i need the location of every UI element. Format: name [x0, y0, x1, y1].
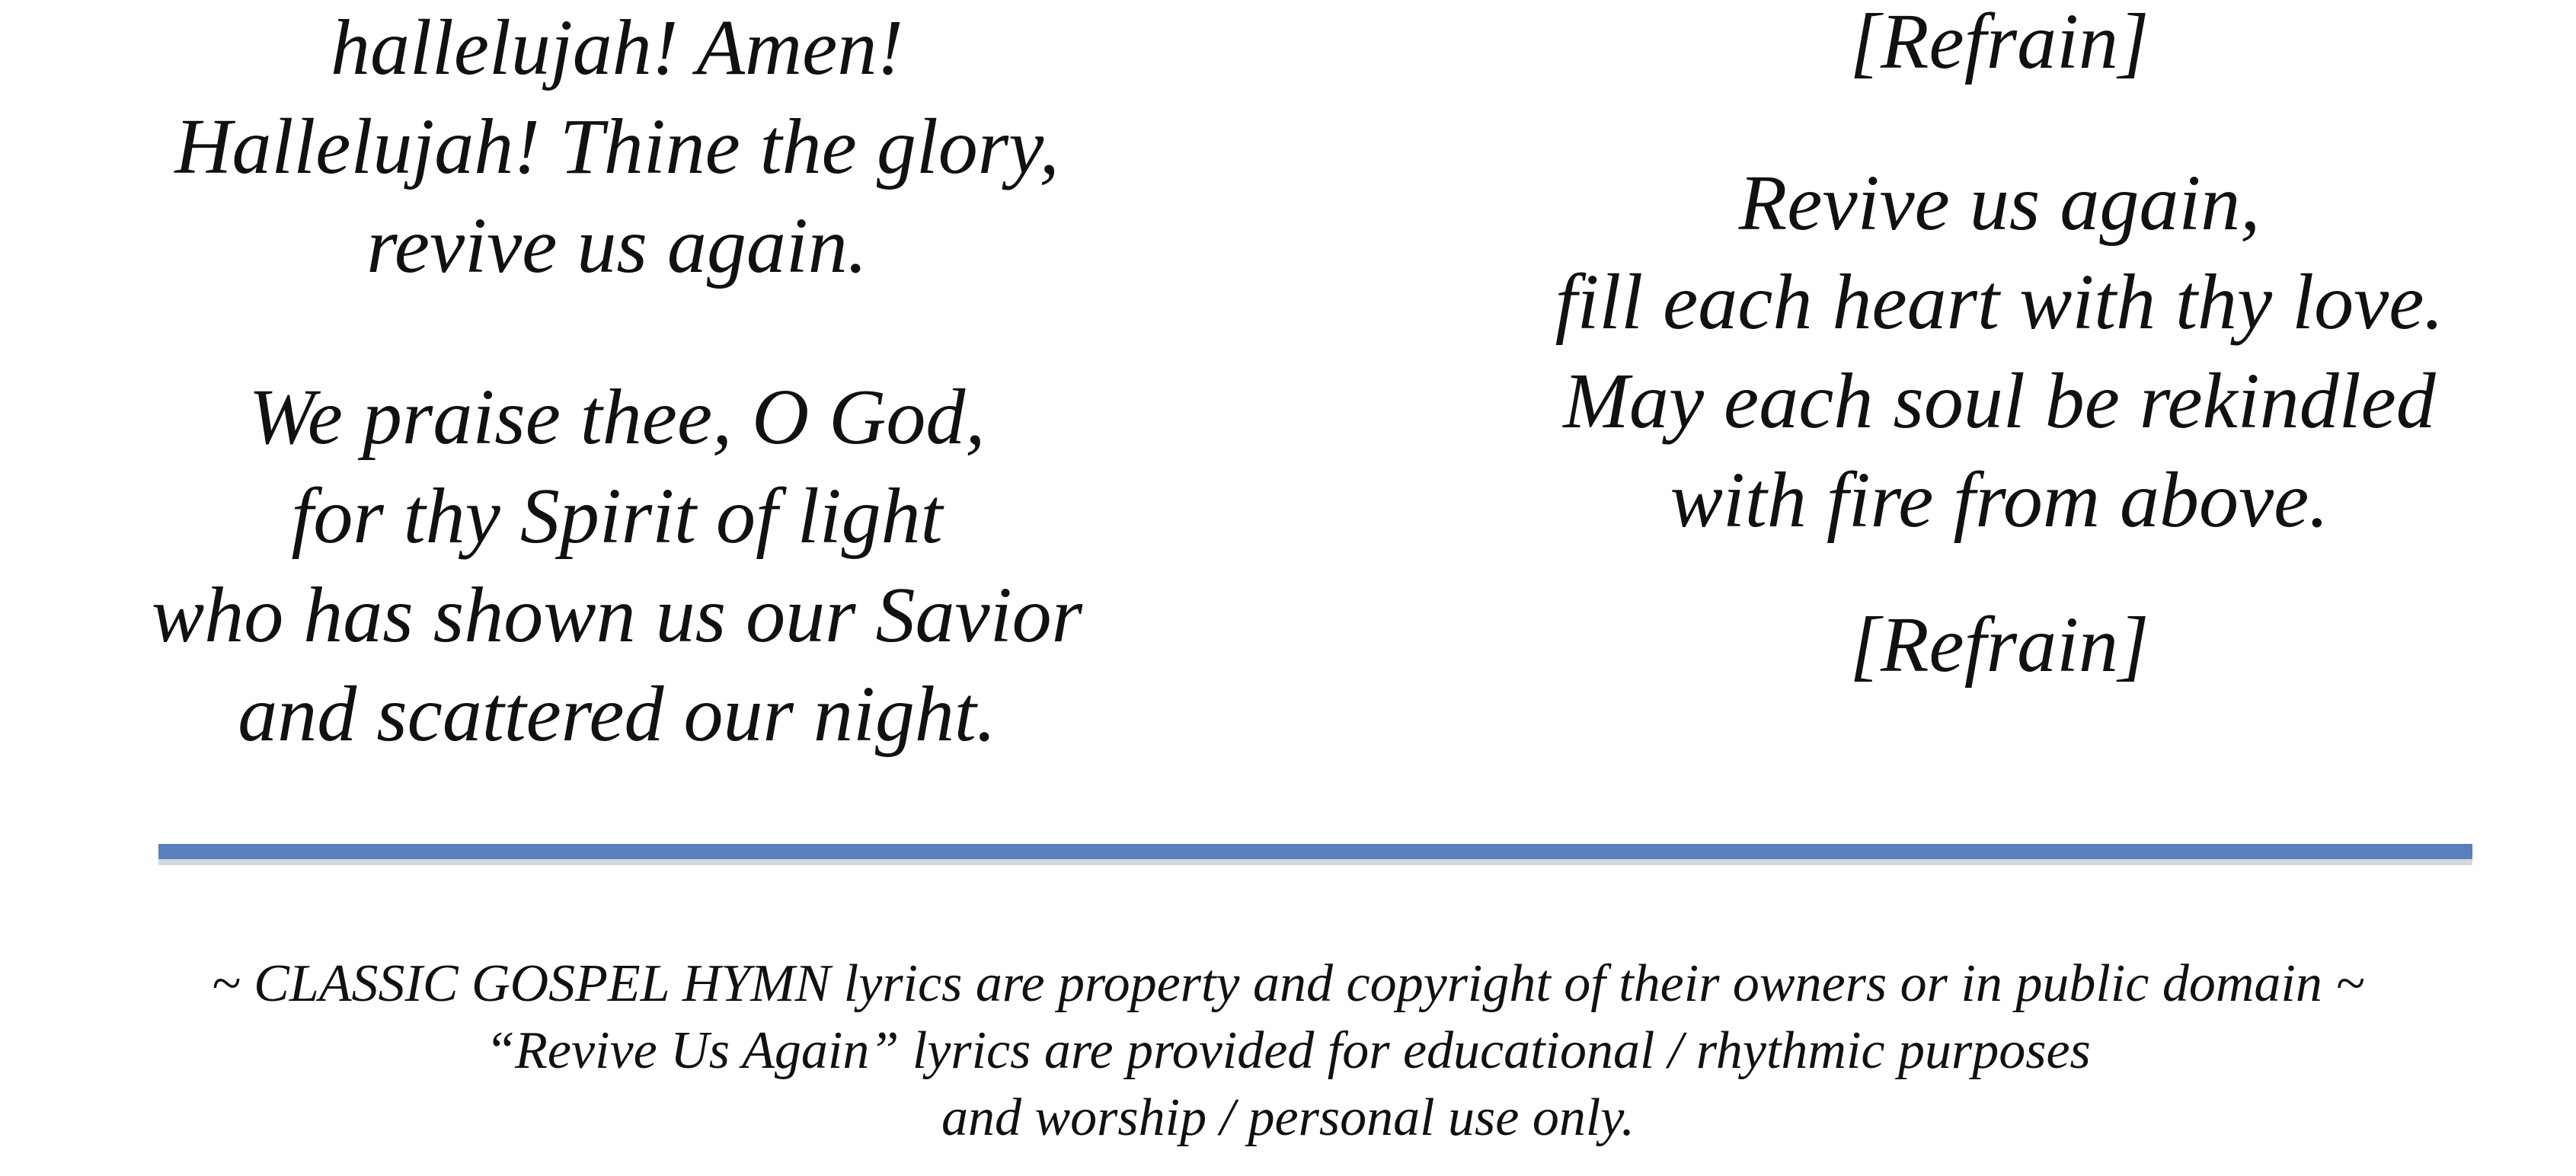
stanza-we-praise-thee — [84, 368, 1150, 764]
lyric-line: revive us again. — [366, 202, 868, 289]
footer-line: and worship / personal use only. — [941, 1088, 1635, 1147]
lyric-line: hallelujah! Amen! — [331, 4, 903, 91]
lyric-line: who has shown us our Savior — [151, 571, 1083, 659]
right-lyrics-column — [1447, 0, 2552, 695]
copyright-footer — [0, 951, 2576, 1152]
lyric-line: and scattered our night. — [238, 670, 996, 758]
left-lyrics-column — [84, 0, 1150, 764]
lyric-line: Revive us again, — [1738, 159, 2261, 247]
refrain-label: [Refrain] — [1849, 0, 2149, 85]
footer-line: ~ CLASSIC GOSPEL HYMN lyrics are property and copyright of their owners or in public domain ~ — [211, 954, 2365, 1013]
lyric-line: Hallelujah! Thine the glory, — [174, 103, 1059, 190]
refrain-marker — [1447, 0, 2552, 91]
refrain-label: [Refrain] — [1849, 601, 2149, 689]
divider-shadow — [158, 859, 2472, 865]
lyric-line: fill each heart with thy love. — [1555, 258, 2444, 346]
lyric-line: for thy Spirit of light — [291, 472, 943, 560]
footer-line: “Revive Us Again” lyrics are provided for educational / rhythmic purposes — [485, 1021, 2091, 1080]
lyric-line: We praise thee, O God, — [248, 373, 986, 461]
lyric-line: with fire from above. — [1670, 456, 2329, 544]
lyric-line: May each soul be rekindled — [1563, 357, 2436, 445]
stanza-revive-us-again — [1447, 154, 2552, 550]
stanza-refrain-ending — [84, 0, 1150, 296]
blue-divider — [158, 844, 2472, 859]
refrain-marker — [1447, 596, 2552, 695]
